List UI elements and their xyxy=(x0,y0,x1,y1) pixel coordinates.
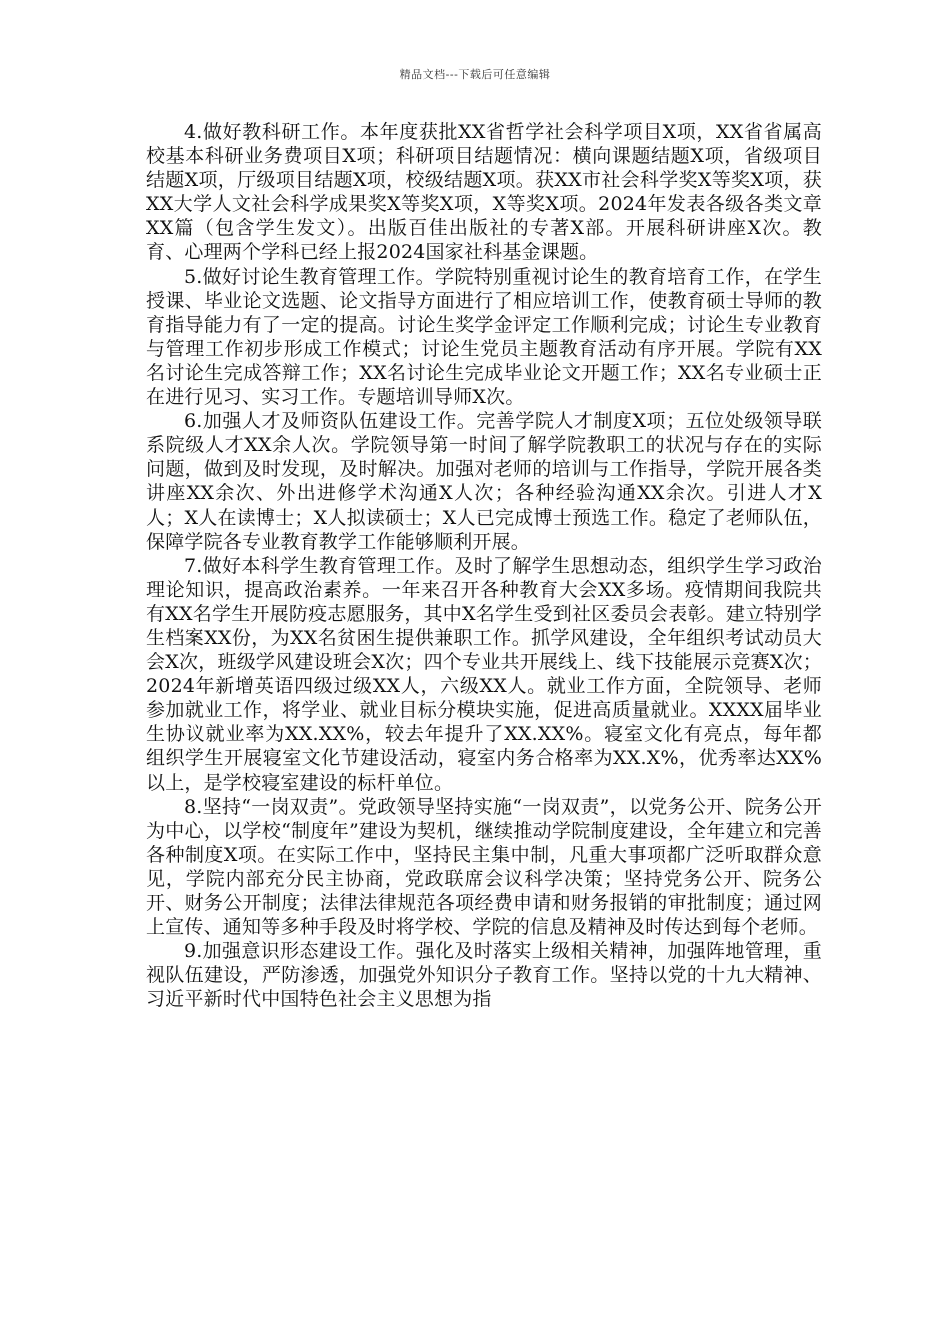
paragraph-ideology: 9.加强意识形态建设工作。强化及时落实上级相关精神，加强阵地管理，重视队伍建设，严防渗透，加强党外知识分子教育工作。坚持以党的十九大精神、习近平新时代中国特色社会主义思想为指 xyxy=(146,940,822,1011)
paragraph-research: 4.做好教科研工作。本年度获批XX省哲学社会科学项目X项，XX省省属高校基本科研业务费项目X项；科研项目结题情况：横向课题结题X项，省级项目结题X项，厅级项目结题X项，校级结题X项。获XX市社会科学奖X等奖X项，获XX大学人文社会科学成果奖X等奖X项，X等奖X项。2024年发表各级各类文章XX篇（包含学生发文）。出版百佳出版社的专著X部。开展科研讲座X次。教育、心理两个学科已经上报2024国家社科基金课题。 xyxy=(146,121,822,264)
page-header: 精品文档---下载后可任意编辑 xyxy=(399,68,551,81)
paragraph-talent-faculty: 6.加强人才及师资队伍建设工作。完善学院人才制度X项；五位处级领导联系院级人才XX余人次。学院领导第一时间了解学院教职工的状况与存在的实际问题，做到及时发现，及时解决。加强对老师的培训与工作指导，学院开展各类讲座XX余次、外出进修学术沟通X人次；各种经验沟通XX余次。引进人才X人；X人在读博士；X人拟读硕士；X人已完成博士预选工作。稳定了老师队伍，保障学院各专业教育教学工作能够顺利开展。 xyxy=(146,410,822,553)
paragraph-graduate-education: 5.做好讨论生教育管理工作。学院特别重视讨论生的教育培育工作，在学生授课、毕业论文选题、论文指导方面进行了相应培训工作，使教育硕士导师的教育指导能力有了一定的提高。讨论生奖学金评定工作顺利完成；讨论生专业教育与管理工作初步形成工作模式；讨论生党员主题教育活动有序开展。学院有XX名讨论生完成答辩工作；XX名讨论生完成毕业论文开题工作；XX名专业硕士正在进行见习、实习工作。专题培训导师X次。 xyxy=(146,265,822,409)
document-body xyxy=(146,120,822,1011)
paragraph-one-post-two-duties: 8.坚持“一岗双责”。党政领导坚持实施“一岗双责”，以党务公开、院务公开为中心，以学校“制度年”建设为契机，继续推动学院制度建设，全年建立和完善各种制度X项。在实际工作中，坚持民主集中制，凡重大事项都广泛听取群众意见，学院内部充分民主协商，党政联席会议科学决策；坚持党务公开、院务公开、财务公开制度；法律法律规范各项经费申请和财务报销的审批制度；通过网上宣传、通知等多种手段及时将学校、学院的信息及精神及时传达到每个老师。 xyxy=(146,795,822,939)
paragraph-undergraduate-management: 7.做好本科学生教育管理工作。及时了解学生思想动态，组织学生学习政治理论知识，提高政治素养。一年来召开各种教育大会XX多场。疫情期间我院共有XX名学生开展防疫志愿服务，其中X名学生受到社区委员会表彰。建立特别学生档案XX份，为XX名贫困生提供兼职工作。抓学风建设，全年组织考试动员大会X次，班级学风建设班会X次；四个专业共开展线上、线下技能展示竞赛X次；2024年新增英语四级过级XX人，六级XX人。就业工作方面，全院领导、老师参加就业工作，将学业、就业目标分模块实施，促进高质量就业。XXXX届毕业生协议就业率为XX.XX%，较去年提升了XX.XX%。寝室文化有亮点，每年都组织学生开展寝室文化节建设活动，寝室内务合格率为XX.X%，优秀率达XX%以上，是学校寝室建设的标杆单位。 xyxy=(146,554,822,794)
